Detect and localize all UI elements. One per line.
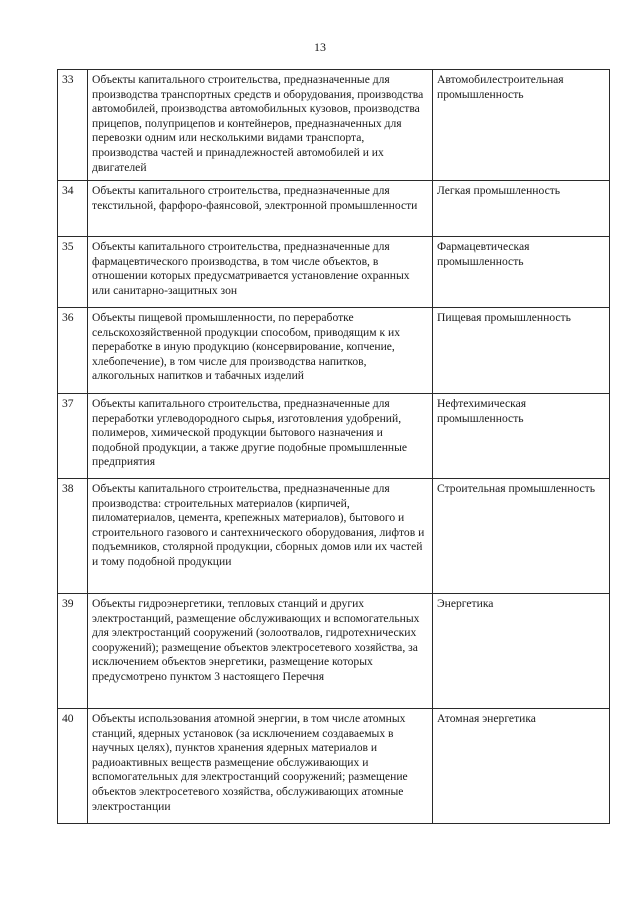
row-number: 33: [58, 70, 88, 181]
row-number: 39: [58, 594, 88, 709]
row-number: 36: [58, 308, 88, 394]
row-sector: Нефтехимическая промышленность: [433, 394, 610, 479]
row-description: Объекты капитального строительства, предназначенные для фармацевтического производства, в том числе объектов, в отношении которых предусматривается установление охранных или санитарно-защитных зон: [88, 237, 433, 308]
row-description: Объекты пищевой промышленности, по переработке сельскохозяйственной продукции способом, приводящим к их переработке в иную продукцию (консервирование, копчение, хлебопечение), в том числе для производства напитков, алкогольных напитков и табачных изделий: [88, 308, 433, 394]
land-use-table: [57, 69, 610, 824]
row-sector: Легкая промышленность: [433, 181, 610, 237]
row-description: Объекты капитального строительства, предназначенные для переработки углеводородного сырья, изготовления удобрений, полимеров, химической продукции бытового назначения и подобной продукции, а также другие подобные промышленные предприятия: [88, 394, 433, 479]
row-description: Объекты гидроэнергетики, тепловых станций и других электростанций, размещение обслуживающих и вспомогательных для электростанций сооружений (золоотвалов, гидротехнических сооружений); размещение объектов электросетевого хозяйства, за исключением объектов энергетики, размещение которых предусмотрено пунктом 3 настоящего Перечня: [88, 594, 433, 709]
row-number: 35: [58, 237, 88, 308]
row-number: 34: [58, 181, 88, 237]
table-row: [58, 308, 610, 394]
row-number: 37: [58, 394, 88, 479]
table-row: [58, 479, 610, 594]
row-description: Объекты использования атомной энергии, в том числе атомных станций, ядерных установок (за исключением создаваемых в научных целях), пунктов хранения ядерных материалов и радиоактивных веществ размещение обслуживающих и вспомогательных для электростанций сооружений; размещение объектов электросетевого хозяйства, обслуживающих атомные электростанции: [88, 709, 433, 824]
table-row: [58, 709, 610, 824]
table-row: [58, 394, 610, 479]
row-description: Объекты капитального строительства, предназначенные для производства транспортных средств и оборудования, производства автомобилей, производства автомобильных кузовов, производства прицепов, полуприцепов и контейнеров, предназначенных для перевозки одним или несколькими видами транспорта, производства частей и принадлежностей автомобилей и их двигателей: [88, 70, 433, 181]
row-description: Объекты капитального строительства, предназначенные для производства: строительных материалов (кирпичей, пиломатериалов, цемента, крепежных материалов), бытового и строительного газового и сантехнического оборудования, лифтов и подъемников, столярной продукции, сборных домов или их частей и тому подобной продукции: [88, 479, 433, 594]
row-sector: Автомобилестроительная промышленность: [433, 70, 610, 181]
row-sector: Энергетика: [433, 594, 610, 709]
row-sector: Строительная промышленность: [433, 479, 610, 594]
table-row: [58, 594, 610, 709]
row-description: Объекты капитального строительства, предназначенные для текстильной, фарфоро-фаянсовой, электронной промышленности: [88, 181, 433, 237]
row-number: 38: [58, 479, 88, 594]
row-number: 40: [58, 709, 88, 824]
table-row: [58, 70, 610, 181]
row-sector: Пищевая промышленность: [433, 308, 610, 394]
table-row: [58, 181, 610, 237]
table-row: [58, 237, 610, 308]
row-sector: Фармацевтическая промышленность: [433, 237, 610, 308]
row-sector: Атомная энергетика: [433, 709, 610, 824]
page-number: 13: [314, 40, 326, 54]
